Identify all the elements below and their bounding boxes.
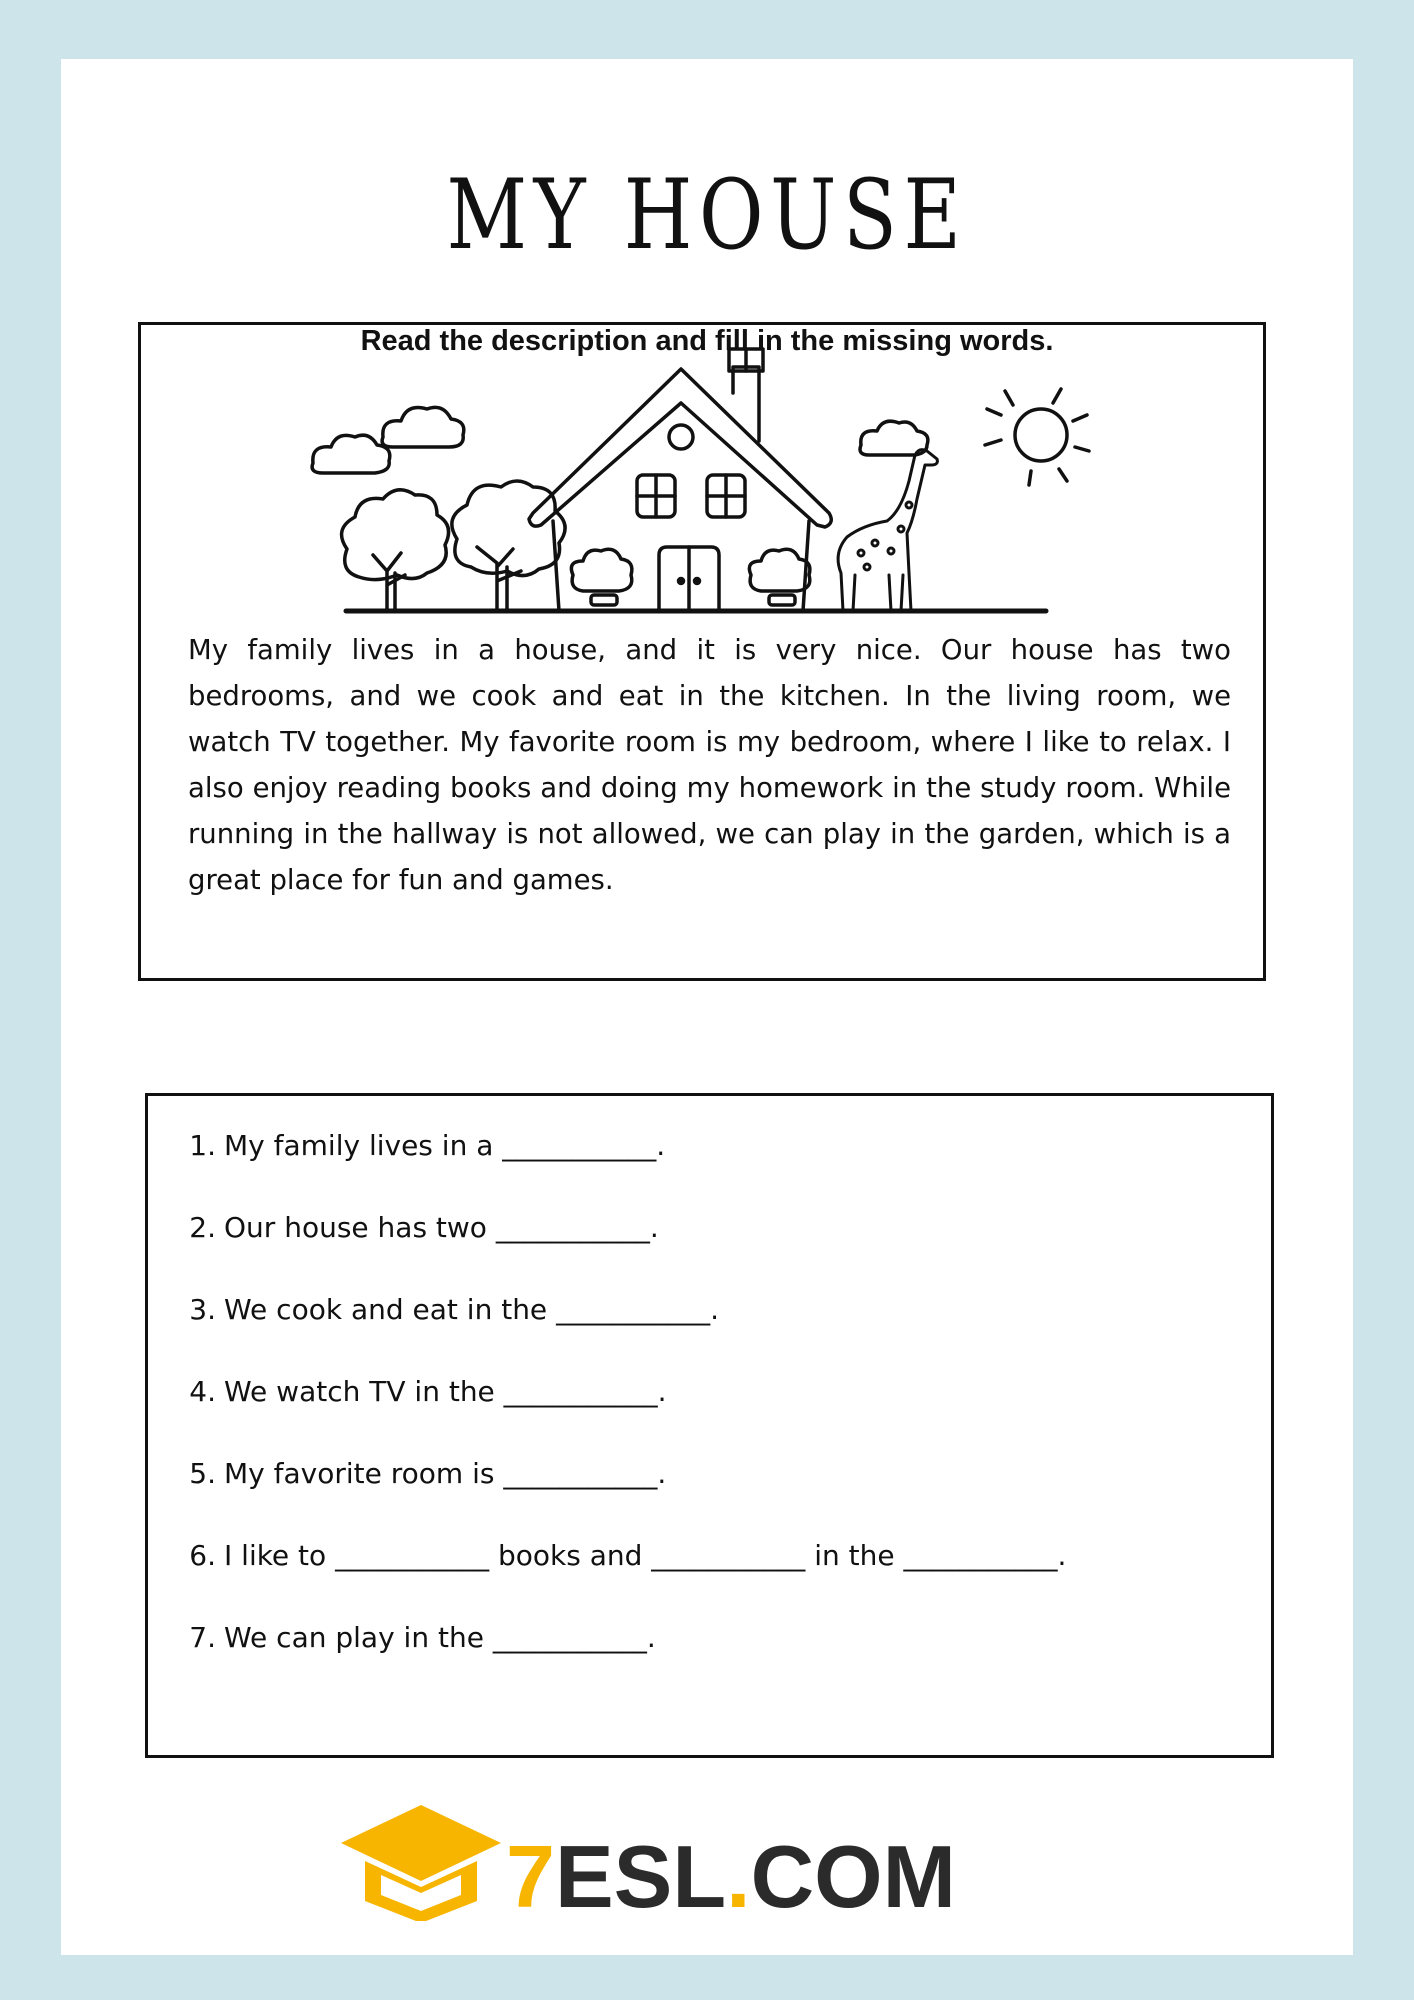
house-icon — [529, 349, 831, 611]
question-item — [178, 1608, 1066, 1690]
question-item — [178, 1526, 1066, 1608]
question-text: My family lives in a ___________. — [224, 1129, 666, 1162]
question-text: We cook and eat in the ___________. — [224, 1293, 719, 1326]
story-paragraph: My family lives in a house, and it is very nice. Our house has two bedrooms, and we cook and eat in the kitchen. In the living room, we watch TV together. My favorite room is my bedroom, where I like to relax. I also enjoy reading books and doing my homework in the study room. While running in the hallway is not allowed, we can play in the garden, which is a great place for fun and games. — [188, 634, 1231, 896]
tree-icon — [342, 490, 449, 611]
question-text: My favorite room is ___________. — [224, 1457, 667, 1490]
question-number: 3. — [189, 1293, 216, 1326]
house-illustration — [301, 345, 1121, 625]
7esl-logo — [341, 1801, 1041, 1921]
question-number: 2. — [189, 1211, 216, 1244]
question-item — [178, 1280, 1066, 1362]
graduation-cap-icon — [341, 1805, 501, 1921]
page-title: MY HOUSE — [446, 159, 968, 271]
cloud-icon — [312, 435, 390, 473]
question-number: 6. — [189, 1539, 216, 1572]
logo-text: 7ESL.COM — [506, 1827, 956, 1921]
story-box — [138, 322, 1266, 981]
question-number: 1. — [189, 1129, 216, 1162]
question-item — [178, 1362, 1066, 1444]
instruction-text: Read the description and fill in the missing words. — [360, 325, 1054, 357]
question-number: 5. — [189, 1457, 216, 1490]
question-number: 4. — [189, 1375, 216, 1408]
question-item — [178, 1116, 1066, 1198]
questions-list — [178, 1116, 1066, 1690]
question-number: 7. — [189, 1621, 216, 1654]
cloud-icon — [382, 407, 464, 447]
sun-icon — [985, 389, 1089, 485]
question-text: I like to ___________ books and ___________ in the ___________. — [224, 1539, 1067, 1572]
question-text: We watch TV in the ___________. — [224, 1375, 667, 1408]
question-item — [178, 1444, 1066, 1526]
giraffe-icon — [838, 450, 937, 611]
questions-box — [145, 1093, 1274, 1758]
question-text: Our house has two ___________. — [224, 1211, 659, 1244]
question-text: We can play in the ___________. — [224, 1621, 656, 1654]
worksheet-page — [61, 59, 1353, 1955]
question-item — [178, 1198, 1066, 1280]
